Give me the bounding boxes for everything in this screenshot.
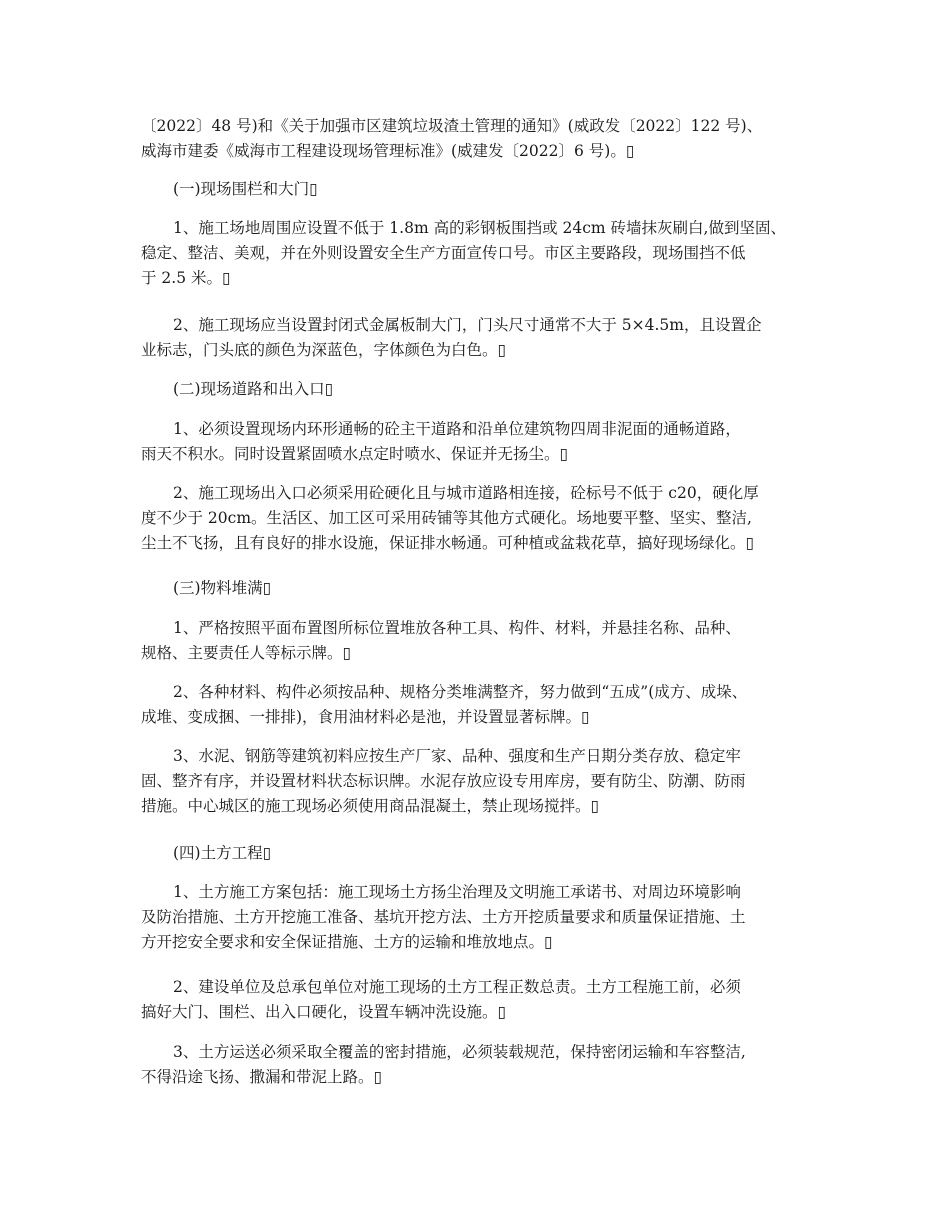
paragraph	[141, 481, 831, 556]
text-line: 方开挖安全要求和安全保证措施、土方的运输和堆放地点。▯	[141, 933, 553, 951]
text-line: 业标志，门头底的颜色为深蓝色，字体颜色为白色。▯	[141, 341, 507, 359]
heading-text: (四)土方工程▯	[173, 844, 272, 862]
paragraph	[141, 616, 831, 666]
section-heading-3	[141, 576, 831, 601]
text-line: 稳定、整洁、美观，并在外则设置安全生产方面宣传口号。市区主要路段，现场围挡不低	[141, 244, 746, 262]
text-line: 于 2.5 米。▯	[141, 269, 231, 287]
text-line: 搞好大门、围栏、出入口硬化，设置车辆冲洗设施。▯	[141, 1003, 507, 1021]
text-line: 1、土方施工方案包括：施工现场土方扬尘治理及文明施工承诺书、对周边环境影响	[173, 883, 741, 901]
section-heading-1	[141, 177, 831, 202]
paragraph	[141, 975, 831, 1025]
intro-paragraph	[141, 114, 831, 164]
text-line: 2、各种材料、构件必须按品种、规格分类堆满整齐，努力做到“五成”(成方、成垛、	[173, 683, 748, 701]
text-line: 不得沿途飞扬、撒漏和带泥上路。▯	[141, 1068, 383, 1086]
text-line: 1、严格按照平面布置图所标位置堆放各种工具、构件、材料，并悬挂名称、品种、	[173, 619, 741, 637]
text-line: 1、必须设置现场内环形通畅的砼主干道路和沿单位建筑物四周非泥面的通畅道路，	[173, 420, 741, 438]
section-heading-4	[141, 841, 831, 866]
section-heading-2	[141, 377, 831, 402]
paragraph	[141, 216, 831, 291]
text-line: 2、建设单位及总承包单位对施工现场的土方工程正数总责。土方工程施工前，必须	[173, 978, 741, 996]
text-line: 威海市建委《威海市工程建设现场管理标准》(威建发〔2022〕6 号)。▯	[141, 142, 635, 160]
paragraph	[141, 1040, 831, 1090]
text-line: 固、整齐有序，并设置材料状态标识牌。水泥存放应设专用库房，要有防尘、防潮、防雨	[141, 772, 746, 790]
paragraph	[141, 313, 831, 363]
text-line: 尘土不飞扬，且有良好的排水设施，保证排水畅通。可种植或盆栽花草，搞好现场绿化。▯	[141, 534, 755, 552]
text-line: 3、水泥、钢筋等建筑初料应按生产厂家、品种、强度和生产日期分类存放、稳定牢	[173, 747, 741, 765]
text-line: 规格、主要责任人等标示牌。▯	[141, 644, 352, 662]
text-line: 及防治措施、土方开挖施工准备、基坑开挖方法、土方开挖质量要求和质量保证措施、土	[141, 908, 746, 926]
heading-text: (一)现场围栏和大门▯	[173, 180, 318, 198]
text-line: 1、施工场地周围应设置不低于 1.8m 高的彩钢板围挡或 24cm 砖墙抹灰刷白,做到坚固、	[173, 219, 786, 237]
paragraph	[141, 880, 831, 955]
text-line: 3、土方运送必须采取全覆盖的密封措施，必须装载规范，保持密闭运输和车容整洁,	[173, 1043, 746, 1061]
text-line: 2、施工现场应当设置封闭式金属板制大门，门头尺寸通常不大于 5×4.5m，且设置企	[173, 316, 762, 334]
text-line: 措施。中心城区的施工现场必须使用商品混凝土，禁止现场搅拌。▯	[141, 797, 600, 815]
paragraph	[141, 417, 831, 467]
paragraph	[141, 680, 831, 730]
paragraph	[141, 744, 831, 819]
text-line: 雨天不积水。同时设置紧固喷水点定时喷水、保证并无扬尘。▯	[141, 445, 569, 463]
heading-text: (二)现场道路和出入口▯	[173, 380, 334, 398]
heading-text: (三)物料堆满▯	[173, 579, 272, 597]
text-line: 成堆、变成捆、一排排)，食用油材料必是池，并设置显著标牌。▯	[141, 708, 590, 726]
text-line: 2、施工现场出入口必须采用砼硬化且与城市道路相连接，砼标号不低于 c20，硬化厚	[173, 484, 759, 502]
text-line: 度不少于 20cm。生活区、加工区可采用砖铺等其他方式硬化。场地要平整、坚实、整洁,	[141, 509, 752, 527]
text-line: 〔2022〕48 号)和《关于加强市区建筑垃圾渣土管理的通知》(威政发〔2022〕122 号)、	[141, 117, 763, 135]
